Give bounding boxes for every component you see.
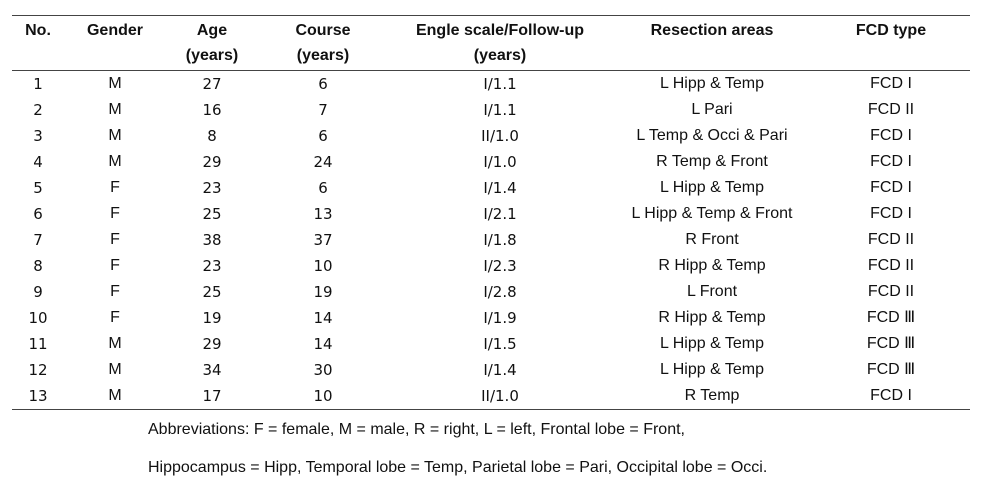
cell-age: 38: [202, 231, 222, 249]
cell-fcd-type: FCD I: [870, 387, 912, 404]
cell-age: 34: [202, 361, 222, 379]
cell-age: 8: [207, 127, 217, 145]
table-row: [12, 331, 970, 357]
header-age: Age (years): [185, 22, 239, 64]
cell-resection-areas: R Hipp & Temp: [658, 309, 766, 326]
cell-gender: F: [110, 257, 120, 274]
cell-course: 14: [313, 335, 333, 353]
table-row: [12, 175, 970, 201]
cell-resection-areas: L Hipp & Temp: [659, 75, 765, 92]
table-row: [12, 201, 970, 227]
cell-gender: M: [108, 387, 122, 404]
cell-engle: II/1.0: [481, 387, 519, 405]
header-no: No.: [25, 22, 51, 39]
header-resection-areas: Resection areas: [650, 22, 774, 39]
cell-no: 8: [33, 257, 43, 275]
cell-course: 6: [318, 127, 328, 145]
cell-course: 6: [318, 75, 328, 93]
header-course: Course (years): [295, 22, 351, 64]
cell-course: 13: [313, 205, 333, 223]
cell-resection-areas: L Hipp & Temp: [659, 335, 765, 352]
table-row: [12, 71, 970, 98]
cell-engle: Ⅰ/1.5: [483, 335, 517, 353]
cell-fcd-type: FCD Ⅲ: [866, 361, 916, 378]
cell-fcd-type: FCD I: [870, 75, 912, 92]
cell-engle: Ⅰ/1.4: [483, 361, 517, 379]
footnote-line-1: Abbreviations: F = female, M = male, R = right, L = left, Frontal lobe = Front,: [148, 421, 685, 438]
cell-no: 11: [28, 335, 48, 353]
cell-engle: Ⅰ/2.3: [483, 257, 517, 275]
cell-no: 5: [33, 179, 43, 197]
table-row: [12, 305, 970, 331]
cell-course: 7: [318, 101, 328, 119]
cell-engle: Ⅰ/2.8: [483, 283, 517, 301]
cell-fcd-type: FCD I: [870, 179, 912, 196]
cell-no: 10: [28, 309, 48, 327]
table-row: [12, 227, 970, 253]
cell-course: 37: [313, 231, 333, 249]
footnote-line-2: Hippocampus = Hipp, Temporal lobe = Temp, Parietal lobe = Pari, Occipital lobe = Occi.: [148, 459, 768, 476]
header-gender: Gender: [86, 22, 143, 39]
cell-resection-areas: L Front: [686, 283, 738, 300]
cell-no: 7: [33, 231, 43, 249]
patient-table: [12, 15, 970, 410]
cell-engle: Ⅰ/2.1: [483, 205, 517, 223]
cell-fcd-type: FCD II: [867, 257, 915, 274]
cell-course: 24: [313, 153, 333, 171]
table-header: [12, 16, 970, 71]
cell-engle: Ⅰ/1.9: [483, 309, 517, 327]
cell-no: 13: [28, 387, 48, 405]
table-row: [12, 149, 970, 175]
cell-gender: M: [108, 127, 122, 144]
cell-resection-areas: L Pari: [691, 101, 733, 118]
cell-no: 9: [33, 283, 43, 301]
cell-gender: M: [108, 101, 122, 118]
cell-resection-areas: L Temp & Occi & Pari: [636, 127, 788, 144]
cell-fcd-type: FCD Ⅲ: [866, 335, 916, 352]
cell-resection-areas: R Front: [685, 231, 739, 248]
cell-fcd-type: FCD I: [870, 153, 912, 170]
cell-gender: F: [110, 205, 120, 222]
cell-course: 6: [318, 179, 328, 197]
cell-age: 16: [202, 101, 222, 119]
cell-age: 23: [202, 179, 222, 197]
cell-age: 23: [202, 257, 222, 275]
cell-no: 2: [33, 101, 43, 119]
cell-fcd-type: FCD II: [867, 101, 915, 118]
cell-no: 6: [33, 205, 43, 223]
cell-fcd-type: FCD I: [870, 127, 912, 144]
cell-engle: Ⅰ/1.8: [483, 231, 517, 249]
cell-engle: Ⅰ/1.1: [483, 101, 517, 119]
table-row: [12, 123, 970, 149]
table-body: [12, 71, 970, 410]
cell-engle: Ⅰ/1.1: [483, 75, 517, 93]
cell-gender: F: [110, 231, 120, 248]
cell-age: 17: [202, 387, 222, 405]
cell-no: 3: [33, 127, 43, 145]
cell-engle: II/1.0: [481, 127, 519, 145]
cell-age: 29: [202, 335, 222, 353]
table-row: [12, 97, 970, 123]
table-row: [12, 383, 970, 410]
cell-gender: M: [108, 153, 122, 170]
header-row: [12, 16, 970, 71]
cell-resection-areas: R Temp: [684, 387, 740, 404]
cell-fcd-type: FCD Ⅲ: [866, 309, 916, 326]
cell-resection-areas: R Temp & Front: [656, 153, 768, 170]
cell-course: 10: [313, 257, 333, 275]
cell-age: 25: [202, 283, 222, 301]
cell-age: 29: [202, 153, 222, 171]
cell-engle: Ⅰ/1.4: [483, 179, 517, 197]
cell-course: 10: [313, 387, 333, 405]
cell-age: 25: [202, 205, 222, 223]
table-row: [12, 357, 970, 383]
cell-fcd-type: FCD I: [870, 205, 912, 222]
cell-no: 4: [33, 153, 43, 171]
cell-age: 19: [202, 309, 222, 327]
cell-fcd-type: FCD II: [867, 231, 915, 248]
header-fcd-type: FCD type: [855, 22, 927, 39]
cell-gender: M: [108, 335, 122, 352]
cell-fcd-type: FCD II: [867, 283, 915, 300]
cell-resection-areas: R Hipp & Temp: [658, 257, 766, 274]
cell-course: 14: [313, 309, 333, 327]
cell-resection-areas: L Hipp & Temp & Front: [631, 205, 793, 222]
cell-no: 12: [28, 361, 48, 379]
cell-resection-areas: L Hipp & Temp: [659, 361, 765, 378]
cell-gender: F: [110, 309, 120, 326]
cell-gender: M: [108, 361, 122, 378]
cell-age: 27: [202, 75, 222, 93]
table-row: [12, 279, 970, 305]
cell-gender: M: [108, 75, 122, 92]
cell-gender: F: [110, 179, 120, 196]
cell-resection-areas: L Hipp & Temp: [659, 179, 765, 196]
cell-course: 19: [313, 283, 333, 301]
table-row: [12, 253, 970, 279]
cell-no: 1: [33, 75, 43, 93]
cell-gender: F: [110, 283, 120, 300]
header-engle: Engle scale/Follow-up (years): [415, 22, 585, 64]
cell-engle: Ⅰ/1.0: [483, 153, 517, 171]
cell-course: 30: [313, 361, 333, 379]
